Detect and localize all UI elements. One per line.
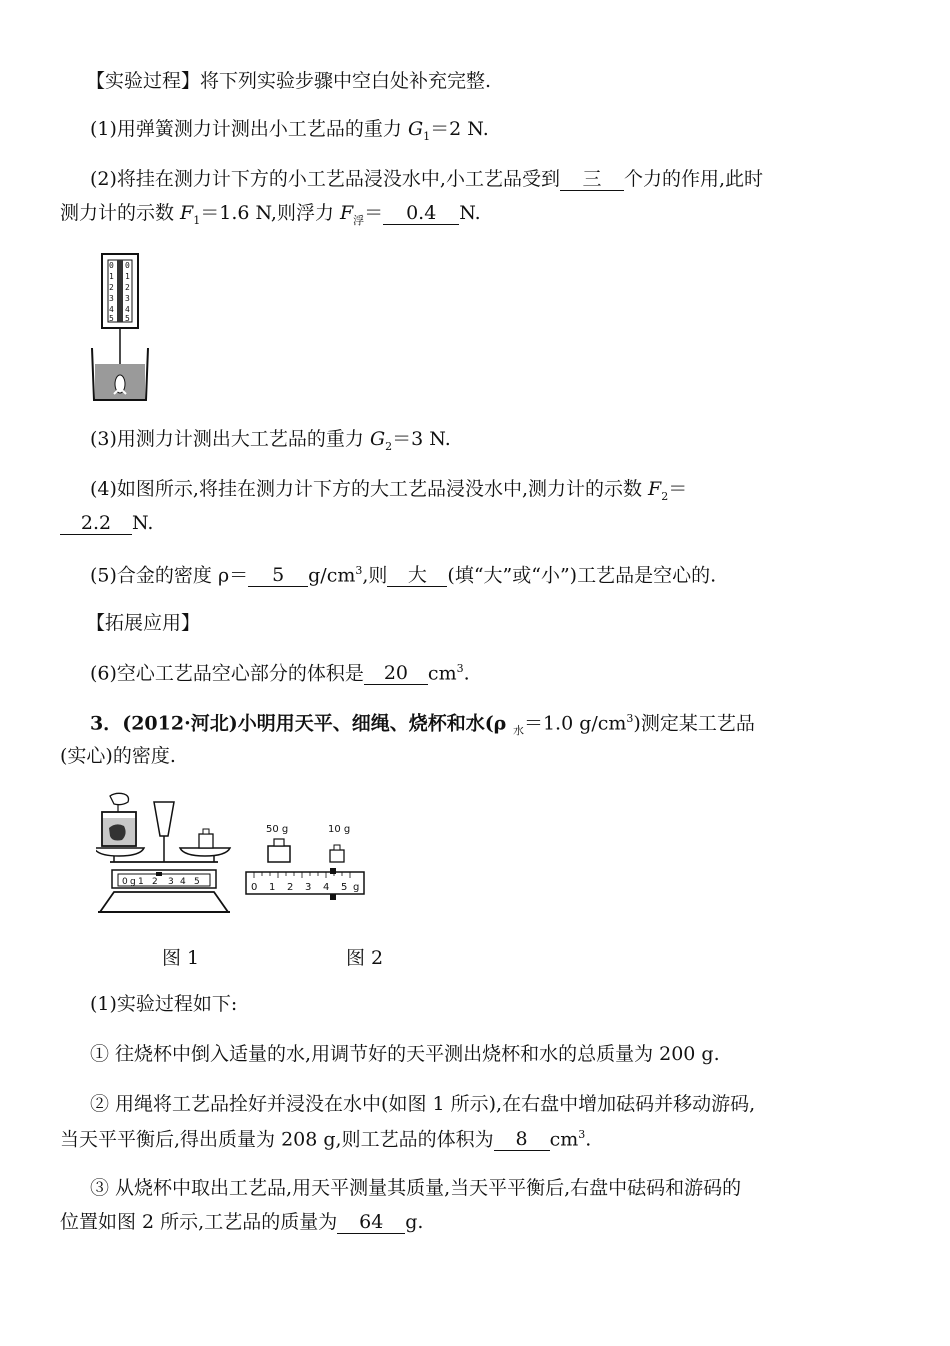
answer-blank-artwork-volume: 8 [494,1130,550,1151]
q3-line-1 [90,713,755,736]
balance-tick-1: 1 [138,877,144,887]
step-4-text-a: (4)如图所示,将挂在测力计下方的大工艺品浸没水中,测力计的示数 [90,478,649,500]
q3-text-a: 3．(2012·河北)小明用天平、细绳、烧杯和水(ρ [90,712,513,735]
balance-tick-0: 0 [122,877,128,887]
q3-sub-1-header: (1)实验过程如下: [90,993,238,1015]
ruler-tick-3: 3 [305,882,312,893]
answer-blank-buoyancy: 0.4 [383,204,459,225]
step-2-line-1 [90,170,763,191]
weights-ruler-figure [242,820,370,910]
section-header-experiment: 【实验过程】将下列实验步骤中空白处补充完整. [86,70,492,92]
step-2-text-e: ＝ [364,202,384,224]
step-4-text-c: N. [132,512,154,534]
balance-tick-3: 3 [168,877,174,887]
sub-2: 2 [385,439,393,453]
ruler-tick-0: 0 [251,882,258,893]
q3-ii-text-b: cm [549,1128,579,1151]
scale-tick-2: 2 [109,283,114,292]
step-1-text: (1)用弹簧测力计测出小工艺品的重力 [90,118,408,140]
scale-tick-4: 4 [109,305,114,314]
figure-1-caption: 图 1 [162,947,200,969]
step-4-text-b: ＝ [668,478,688,500]
q3-step-iii-line-1: ③ 从烧杯中取出工艺品,用天平测量其质量,当天平平衡后,右盘中砝码和游码的 [90,1177,742,1199]
spring-scale-figure [88,252,152,404]
rider-top [330,868,336,874]
step-1 [90,120,489,142]
section-header-extension: 【拓展应用】 [86,612,201,634]
step-2-text-d: ＝1.6 N,则浮力 [200,202,340,224]
step-5-text-a: (5)合金的密度 ρ＝ [90,564,249,587]
step-5-text-d: (填“大”或“小”)工艺品是空心的. [447,564,717,587]
ruler-tick-1: 1 [269,882,276,893]
answer-blank-forces: 三 [560,170,624,191]
step-2-text-a: (2)将挂在测力计下方的小工艺品浸没水中,小工艺品受到 [90,168,560,190]
q3-step-ii-line-1: ② 用绳将工艺品拴好并浸没在水中(如图 1 所示),在右盘中增加砝码并移动游码, [90,1093,756,1115]
q3-step-ii-line-2 [60,1129,591,1151]
step-4-line-1 [90,480,687,502]
step-6-text-c: . [463,662,470,685]
step-2-text-c: 测力计的示数 [60,202,181,224]
scale-tick-1: 1 [109,272,114,281]
scale-tick-3: 3 [109,294,114,303]
answer-blank-volume: 20 [364,664,428,685]
ruler-tick-5: 5 [341,882,348,893]
answer-blank-artwork-mass: 64 [337,1213,405,1234]
ruler-tick-4: 4 [323,882,330,893]
figure-2-caption: 图 2 [346,947,384,969]
q3-iii-text-b: g. [405,1211,424,1233]
sub-1: 1 [423,129,431,143]
scale-tick-5r: 5 [125,314,130,323]
scale-tick-4r: 4 [125,305,130,314]
balance-tick-5: 5 [194,877,200,887]
step-2-text-f: N. [459,202,481,224]
var-f2: F [648,478,662,500]
sup-3d: 3 [578,1128,586,1141]
scale-tick-5: 5 [109,314,114,323]
rider-bottom [330,894,336,900]
var-f: F [180,202,194,224]
step-2-line-2 [60,204,481,226]
q3-step-iii-line-2 [60,1213,423,1234]
q3-ii-text-c: . [585,1128,592,1151]
step-5-text-b: g/cm [308,564,356,587]
var-g: G [407,118,424,140]
balance-tick-4: 4 [180,877,186,887]
scale-tick-1r: 1 [125,272,130,281]
sup-3: 3 [355,564,363,577]
step-3 [90,430,451,452]
q3-step-i: ① 往烧杯中倒入适量的水,用调节好的天平测出烧杯和水的总质量为 200 g. [90,1043,720,1065]
step-4-line-2 [60,514,153,535]
step-2-text-b: 个力的作用,此时 [623,168,764,190]
scale-tick-0: 0 [109,261,114,270]
sub-buoy: 浮 [353,213,365,227]
q3-iii-text-a: 位置如图 2 所示,工艺品的质量为 [60,1211,338,1233]
balance-tick-g: g [130,877,136,887]
answer-blank-reading: 2.2 [60,514,132,535]
step-1-value: ＝2 N. [430,118,489,140]
q3-text-c: )测定某工艺品 [633,712,755,735]
answer-blank-density: 5 [248,566,308,587]
q3-line-2: (实心)的密度. [60,745,176,767]
sub-f2: 2 [661,489,669,503]
ruler-tick-g: g [353,882,360,893]
balance-tick-2: 2 [152,877,158,887]
step-5-text-c: ,则 [362,564,388,587]
scale-tick-3r: 3 [125,294,130,303]
step-5 [90,565,716,587]
var-f-buoy: F [339,202,354,224]
step-6 [90,663,470,685]
balance-figure [96,792,234,920]
answer-blank-size: 大 [387,566,447,587]
step-6-text-a: (6)空心工艺品空心部分的体积是 [90,662,364,685]
sub-f1: 1 [193,213,201,227]
ruler-tick-2: 2 [287,882,294,893]
step-6-text-b: cm [427,662,457,685]
q3-text-b: ＝1.0 g/cm [523,712,627,735]
step-3-text: (3)用测力计测出大工艺品的重力 [90,428,370,450]
scale-tick-2r: 2 [125,283,130,292]
scale-tick-0r: 0 [125,261,130,270]
sub-water: 水 [512,724,524,738]
sup-3b: 3 [456,662,464,675]
step-3-value: ＝3 N. [392,428,451,450]
weight-label-50g: 50 g [266,824,289,835]
q3-ii-text-a: 当天平平衡后,得出质量为 208 g,则工艺品的体积为 [60,1128,494,1151]
var-g2: G [369,428,386,450]
weight-label-10g: 10 g [328,824,351,835]
sup-3c: 3 [626,712,634,725]
